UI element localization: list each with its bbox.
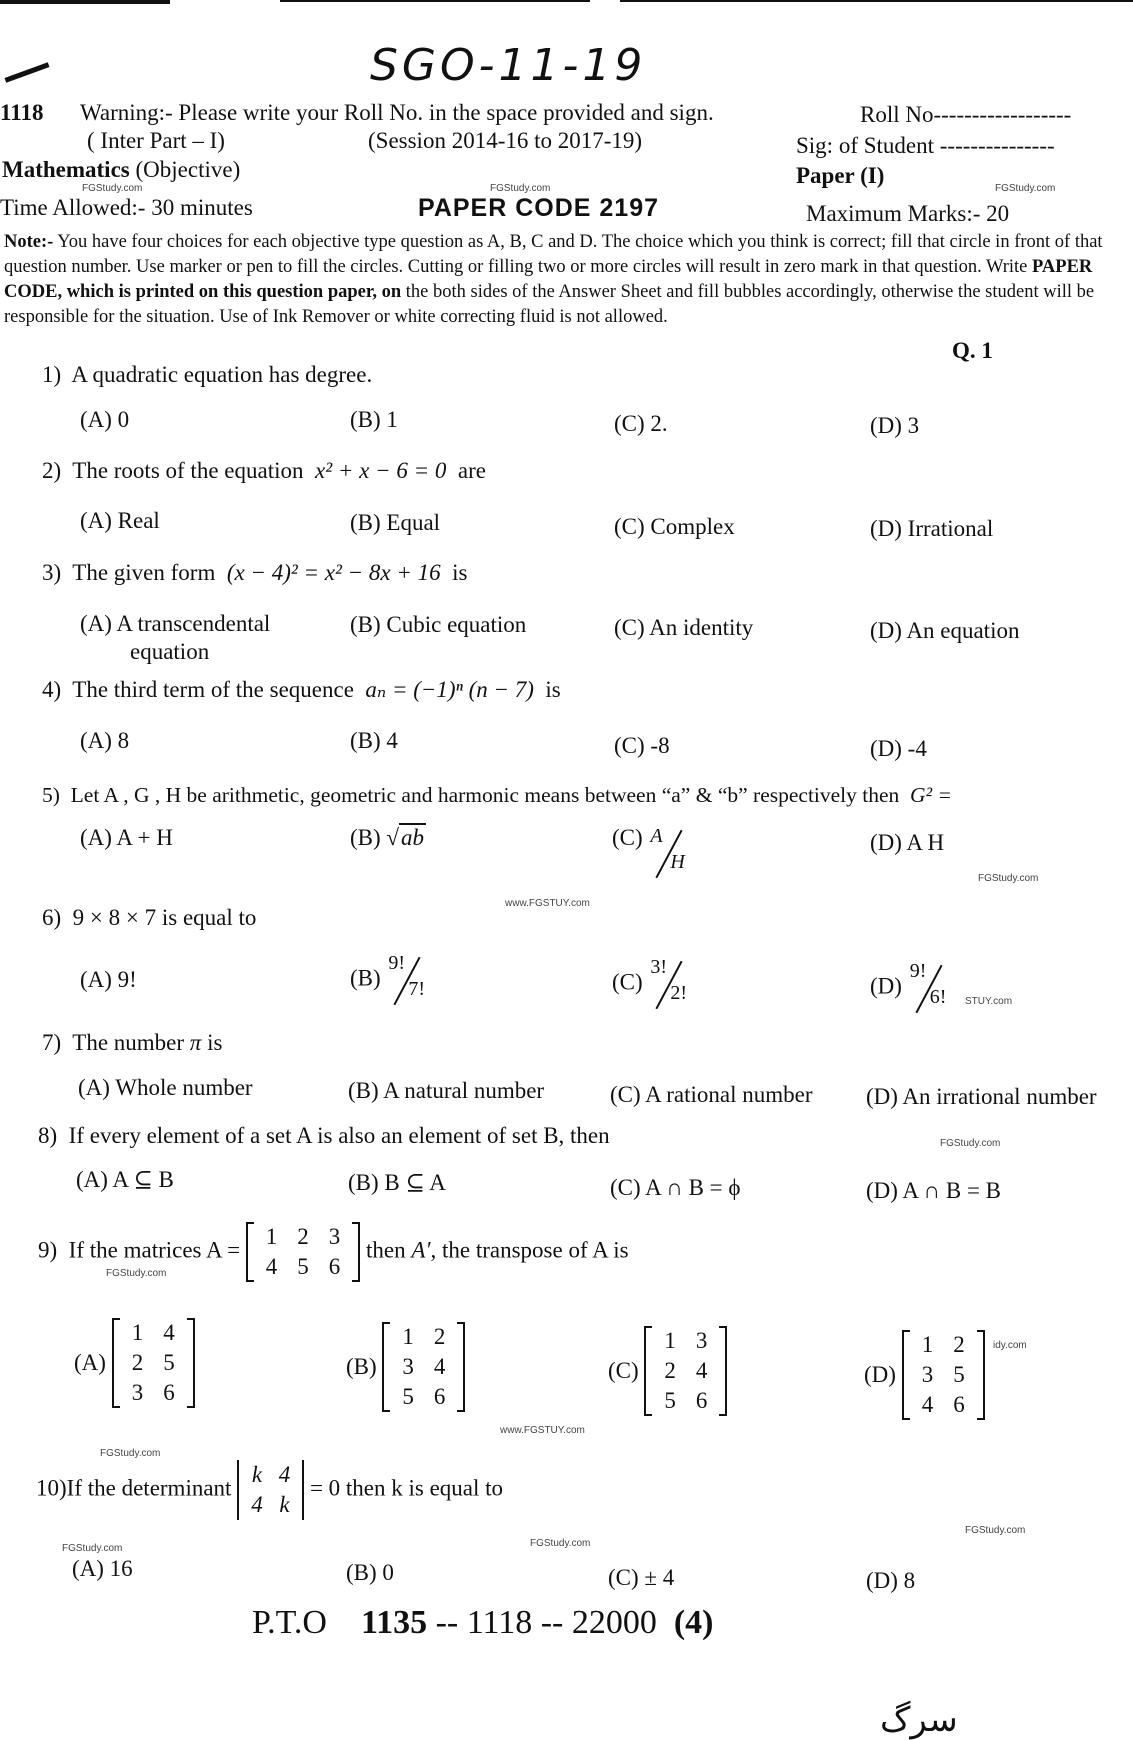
transpose-symbol: A′	[411, 1237, 431, 1263]
question-6	[42, 905, 256, 931]
q2-option-c[interactable]: (C) Complex	[614, 514, 735, 539]
instructions-note	[4, 230, 1129, 330]
question-number: 6)	[42, 905, 62, 930]
watermark: FGStudy.com	[82, 183, 143, 194]
handwritten-signature: سرگ	[880, 1700, 958, 1740]
max-marks: Maximum Marks:- 20	[806, 201, 1010, 226]
q2-option-a[interactable]: (A) Real	[80, 508, 160, 533]
q1-option-d[interactable]: (D) 3	[870, 413, 920, 438]
denominator: 6!	[929, 986, 947, 1008]
fraction	[386, 952, 436, 1008]
option-label: (B)	[350, 965, 381, 991]
q1-option-a[interactable]: (A) 0	[80, 407, 130, 432]
q6-option-a[interactable]: (A) 9!	[80, 967, 137, 992]
handwritten-code: SGO-11-19	[370, 40, 647, 91]
question-1	[42, 362, 372, 388]
question-text: The roots of the equation	[72, 458, 304, 483]
q4-option-a[interactable]: (A) 8	[80, 728, 130, 753]
note-text-1: You have four choices for each objective type question as A, B, C and D. The choice which you think is correct; fill that circle in front of that question number. Use marker or pen to fill the circles. Cutting or filling two or more circles will result in zero mark in that question. Write	[4, 232, 1103, 277]
q9-option-c[interactable]	[608, 1326, 727, 1416]
q8-option-b[interactable]: (B) B ⊆ A	[348, 1170, 446, 1195]
numerator: 3!	[650, 956, 668, 978]
question-text: 9 × 8 × 7 is equal to	[72, 905, 257, 930]
pto-label: P.T.O	[252, 1604, 327, 1641]
fraction	[908, 960, 958, 1016]
question-text-end: is	[545, 677, 561, 702]
numerator: 9!	[388, 952, 406, 974]
question-number: 3)	[42, 560, 62, 585]
q2-option-b[interactable]: (B) Equal	[350, 510, 441, 535]
question-number: 5)	[42, 783, 60, 807]
question-text-mid: then	[366, 1237, 406, 1263]
question-5	[42, 783, 952, 808]
q5-option-b[interactable]	[350, 825, 426, 851]
question-4	[42, 677, 561, 703]
question-3	[42, 560, 468, 586]
q3-option-d[interactable]: (D) An equation	[870, 618, 1020, 643]
q5-option-d[interactable]: (D) A H	[870, 830, 945, 855]
note-label: Note:-	[4, 232, 54, 252]
q10-option-d[interactable]: (D) 8	[866, 1568, 916, 1593]
session-label: (Session 2014-16 to 2017-19)	[368, 128, 643, 153]
question-number: 4)	[42, 677, 62, 702]
radicand: ab	[401, 825, 425, 850]
fraction	[648, 825, 698, 881]
question-text-end: are	[457, 458, 486, 483]
subject-type: (Objective)	[129, 157, 241, 182]
subject	[2, 157, 240, 183]
paper-number: 1118	[0, 100, 44, 125]
equation: (x − 4)² = x² − 8x + 16	[226, 560, 441, 585]
q4-option-c[interactable]: (C) -8	[614, 733, 670, 758]
question-text: A quadratic equation has degree.	[71, 362, 373, 387]
option-label: (B)	[346, 1354, 377, 1379]
q3-option-c[interactable]: (C) An identity	[614, 615, 754, 640]
option-label: (C)	[612, 969, 643, 995]
signature-label: Sig: of Student ---------------	[796, 133, 1055, 158]
q6-option-d[interactable]	[870, 960, 958, 1016]
equation: G² =	[910, 783, 952, 807]
determinant: k 4 4 k	[237, 1460, 304, 1520]
scan-edge	[0, 0, 170, 4]
subject-name: Mathematics	[2, 157, 130, 182]
question-text: If the determinant	[66, 1475, 232, 1501]
q2-option-d[interactable]: (D) Irrational	[870, 516, 994, 541]
matrix-a: 1 2 3 4 5 6	[246, 1222, 361, 1282]
scan-edge	[620, 0, 1133, 2]
watermark: FGStudy.com	[62, 1543, 123, 1554]
footer	[252, 1604, 714, 1642]
question-2	[42, 458, 486, 484]
roll-no-label: Roll No------------------	[860, 102, 1072, 127]
numerator: 9!	[909, 960, 927, 982]
watermark: FGStudy.com	[940, 1138, 1001, 1149]
q5-option-c[interactable]	[612, 825, 698, 881]
question-text: The number	[72, 1030, 185, 1055]
question-text-end: is	[207, 1030, 223, 1055]
question-number: 7)	[42, 1030, 62, 1055]
question-text: Let A , G , H be arithmetic, geometric and harmonic means between “a” & “b” respectively then	[70, 783, 900, 807]
question-text: If the matrices A =	[68, 1237, 241, 1263]
question-7	[42, 1030, 222, 1056]
q6-option-b[interactable]	[350, 952, 436, 1008]
q9-option-b[interactable]	[346, 1322, 465, 1412]
q9-option-d[interactable]	[864, 1330, 985, 1420]
q7-option-c[interactable]: (C) A rational number	[610, 1082, 813, 1107]
q8-option-d[interactable]: (D) A ∩ B = B	[866, 1178, 1002, 1203]
question-number: 1)	[42, 362, 62, 387]
watermark: www.FGSTUY.com	[500, 1425, 585, 1436]
watermark: FGStudy.com	[106, 1268, 167, 1279]
watermark: FGStudy.com	[530, 1538, 591, 1549]
question-text-end: is	[452, 560, 468, 585]
option-matrix: 1 3 2 4 5 6	[644, 1326, 727, 1416]
equation: aₙ = (−1)ⁿ (n − 7)	[365, 677, 534, 702]
option-label: (C)	[612, 825, 643, 850]
q10-option-b[interactable]: (B) 0	[346, 1560, 394, 1585]
numerator: A	[650, 825, 663, 847]
q8-option-c[interactable]: (C) A ∩ B = ϕ	[610, 1175, 741, 1200]
page-number: (4)	[673, 1604, 714, 1641]
footer-code-rest: -- 1118 -- 22000	[427, 1604, 657, 1641]
q3-option-a[interactable]	[80, 610, 270, 666]
q3-option-b[interactable]: (B) Cubic equation	[350, 612, 527, 637]
scan-edge	[280, 0, 590, 2]
question-number: 9)	[38, 1237, 58, 1263]
watermark: idy.com	[993, 1340, 1027, 1351]
pen-mark	[5, 62, 50, 82]
option-text-line2: equation	[130, 639, 210, 664]
question-text: If every element of a set A is also an element of set B, then	[68, 1123, 610, 1148]
option-matrix: 1 4 2 5 3 6	[112, 1318, 195, 1408]
denominator: H	[670, 851, 685, 873]
paper-label: Paper (I)	[796, 163, 885, 188]
question-10	[36, 1460, 503, 1520]
q9-option-a[interactable]	[74, 1318, 195, 1408]
option-label: (A)	[74, 1350, 106, 1375]
watermark: FGStudy.com	[490, 183, 551, 194]
q4-option-b[interactable]: (B) 4	[350, 728, 398, 753]
q1-option-c[interactable]: (C) 2.	[614, 411, 668, 436]
paper-code: PAPER CODE 2197	[418, 194, 660, 222]
option-label: (B)	[350, 825, 381, 850]
option-text: (A) A transcendental	[80, 611, 271, 636]
q7-option-a[interactable]: (A) Whole number	[78, 1075, 253, 1100]
option-label: (C)	[608, 1358, 639, 1383]
equation: x² + x − 6 = 0	[314, 458, 447, 483]
part-label: ( Inter Part – I)	[87, 128, 225, 153]
option-label: (D)	[870, 973, 902, 999]
warning-text: Warning:- Please write your Roll No. in the space provided and sign.	[80, 100, 714, 125]
question-text-end: , the transpose of A is	[430, 1237, 629, 1263]
pi-symbol: π	[189, 1030, 202, 1055]
watermark: FGStudy.com	[965, 1525, 1026, 1536]
question-number: 10)	[36, 1475, 67, 1501]
q10-option-a[interactable]: (A) 16	[72, 1556, 133, 1581]
fraction	[648, 956, 698, 1012]
note-text-2: the both sides of the Answer Sheet and fill bubbles accordingly, otherwise the student will be responsible for the situation. Use of Ink Remover or white correcting fluid is not allowed.	[4, 282, 1095, 327]
watermark: STUY.com	[965, 996, 1013, 1007]
note-text-bold: PAPER CODE, which is printed on this question paper, on	[4, 257, 1093, 302]
question-text-end: = 0 then k is equal to	[309, 1475, 504, 1501]
q5-option-a[interactable]: (A) A + H	[80, 825, 173, 850]
option-label: (D)	[864, 1362, 896, 1387]
q1-option-b[interactable]: (B) 1	[350, 407, 398, 432]
q4-option-d[interactable]: (D) -4	[870, 736, 927, 761]
q7-option-b[interactable]: (B) A natural number	[348, 1078, 545, 1103]
time-allowed: Time Allowed:- 30 minutes	[0, 195, 253, 220]
q7-option-d[interactable]: (D) An irrational number	[866, 1084, 1097, 1109]
denominator: 2!	[670, 982, 688, 1004]
question-number: 2)	[42, 458, 62, 483]
footer-code: 1135	[360, 1604, 428, 1641]
question-8	[38, 1123, 610, 1149]
option-matrix: 1 2 3 4 5 6	[382, 1322, 465, 1412]
section-label: Q. 1	[952, 338, 993, 363]
watermark: www.FGSTUY.com	[505, 898, 590, 909]
question-text: The given form	[72, 560, 216, 585]
watermark: FGStudy.com	[100, 1448, 161, 1459]
watermark: FGStudy.com	[978, 873, 1039, 884]
denominator: 7!	[408, 978, 426, 1000]
q6-option-c[interactable]	[612, 956, 698, 1012]
question-number: 8)	[38, 1123, 58, 1148]
option-matrix: 1 2 3 5 4 6	[902, 1330, 985, 1420]
square-root: √ab	[386, 825, 425, 850]
q10-option-c[interactable]: (C) ± 4	[608, 1565, 675, 1590]
q8-option-a[interactable]: (A) A ⊆ B	[76, 1167, 174, 1192]
watermark: FGStudy.com	[995, 183, 1056, 194]
question-text: The third term of the sequence	[72, 677, 354, 702]
